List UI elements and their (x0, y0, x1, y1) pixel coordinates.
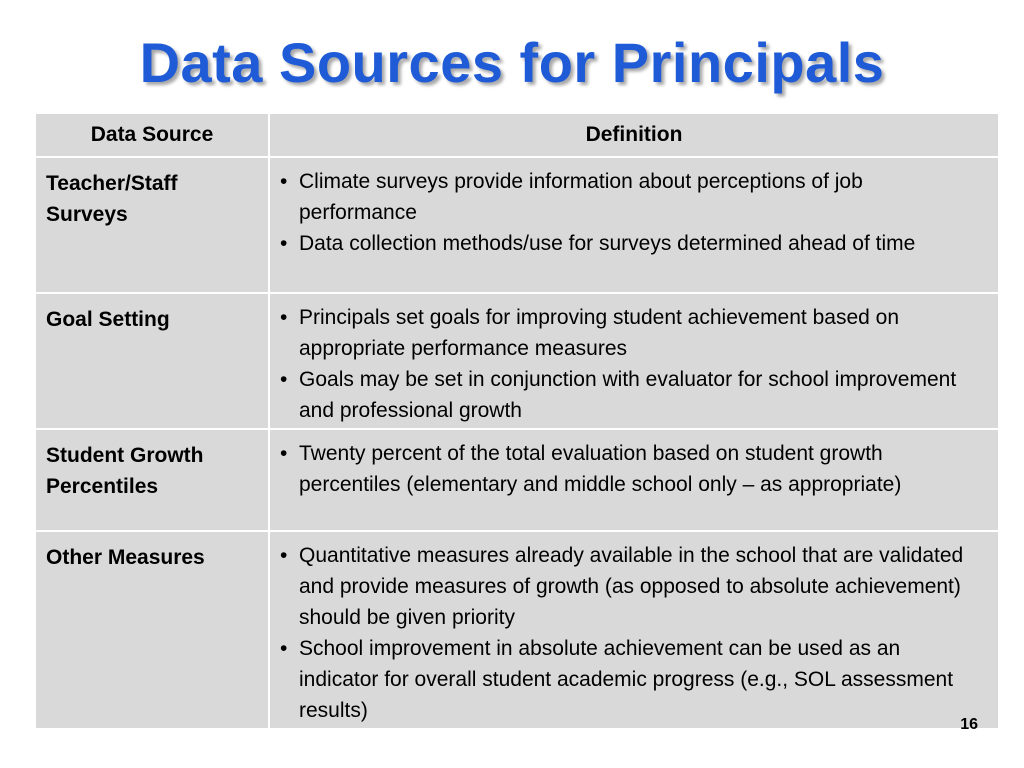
row-source-label: Goal Setting (36, 294, 270, 428)
table-header-row (36, 114, 998, 158)
bullet-icon: • (280, 170, 288, 193)
header-data-source: Data Source (36, 114, 270, 156)
definition-bullet (280, 364, 980, 426)
bullet-text: Climate surveys provide information about perceptions of job performance (299, 170, 863, 224)
row-definition (270, 430, 998, 530)
definition-bullet (280, 166, 980, 228)
row-definition (270, 158, 998, 292)
row-definition (270, 294, 998, 428)
bullet-icon: • (280, 306, 288, 329)
definition-bullet (280, 228, 980, 259)
bullet-icon: • (280, 544, 288, 567)
table-row (36, 430, 998, 532)
bullet-text: School improvement in absolute achievement can be used as an indicator for overall student academic progress (e.g., SOL assessment results) (299, 637, 954, 722)
table-row (36, 532, 998, 730)
table-row (36, 294, 998, 430)
row-source-label: Student Growth Percentiles (36, 430, 270, 530)
bullet-icon: • (280, 637, 288, 660)
row-source-label: Other Measures (36, 532, 270, 728)
definition-bullet (280, 438, 980, 500)
bullet-text: Goals may be set in conjunction with evaluator for school improvement and professional growth (299, 368, 957, 422)
table-row (36, 158, 998, 294)
bullet-text: Quantitative measures already available in the school that are validated and provide measures of growth (as opposed to absolute achievement) should be given priority (299, 544, 964, 629)
definition-bullet (280, 633, 980, 726)
bullet-text: Principals set goals for improving student achievement based on appropriate performance measures (299, 306, 899, 360)
bullet-icon: • (280, 368, 288, 391)
definition-bullet (280, 540, 980, 633)
bullet-icon: • (280, 232, 288, 255)
slide-title: Data Sources for Principals (139, 31, 885, 94)
page-number: 16 (960, 716, 978, 733)
bullet-text: Data collection methods/use for surveys determined ahead of time (299, 232, 916, 255)
row-definition (270, 532, 998, 728)
bullet-icon: • (280, 442, 288, 465)
header-definition: Definition (270, 114, 998, 156)
definition-bullet (280, 302, 980, 364)
bullet-text: Twenty percent of the total evaluation based on student growth percentiles (elementary and middle school only – as appropriate) (299, 442, 902, 496)
row-source-label: Teacher/Staff Surveys (36, 158, 270, 292)
data-sources-table (36, 114, 998, 730)
